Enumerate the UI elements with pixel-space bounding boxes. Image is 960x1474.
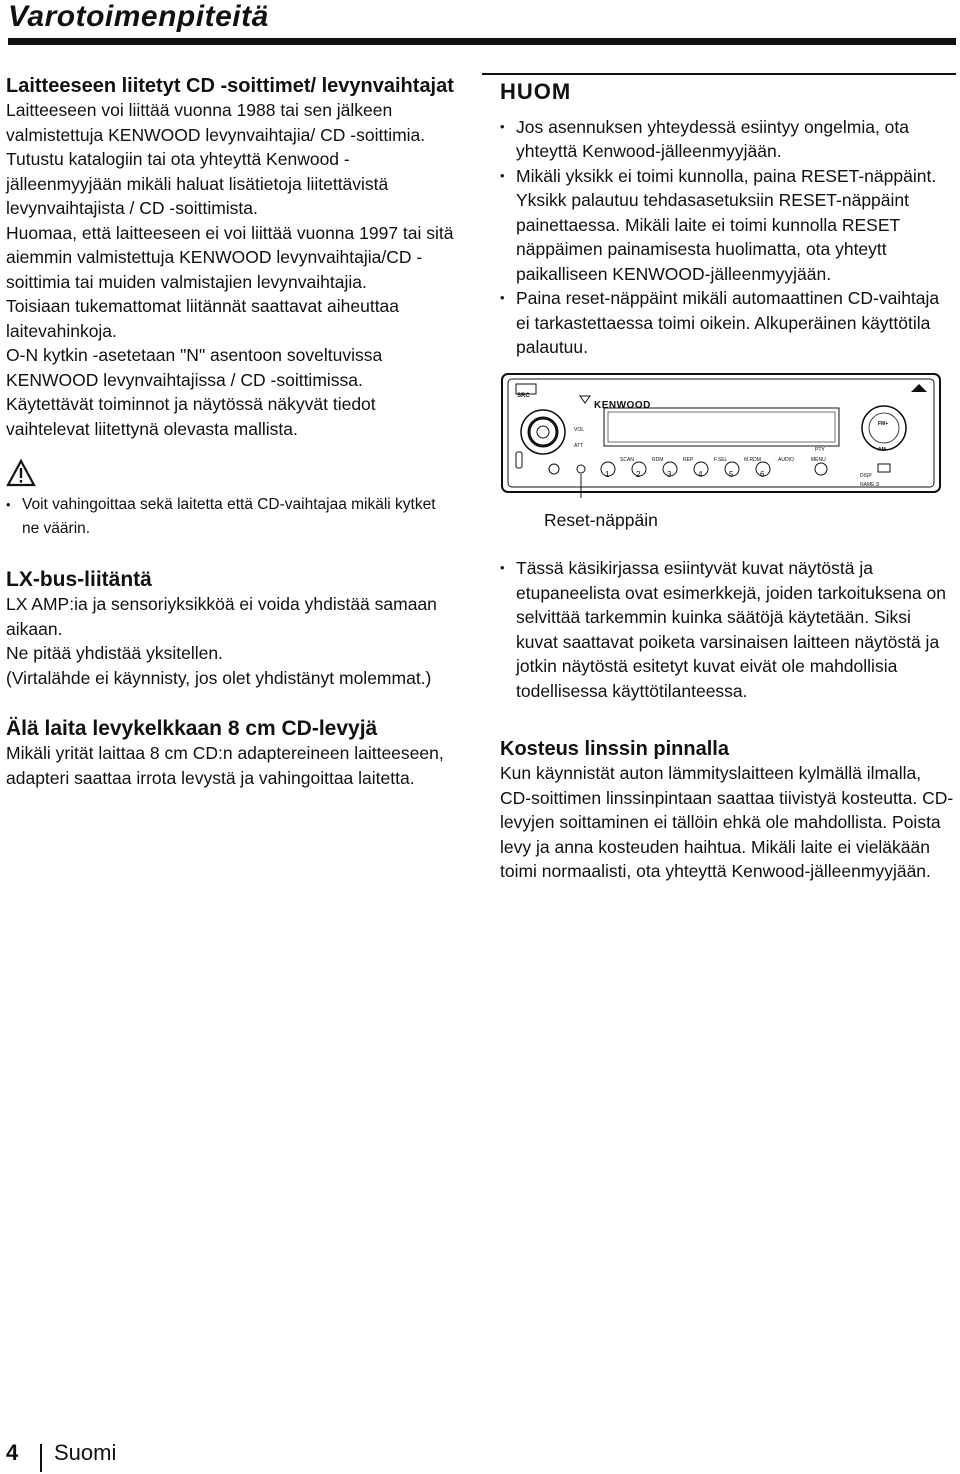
lx-paragraph-3: (Virtalähde ei käynnisty, jos olet yhdistänyt molemmat.) bbox=[6, 667, 432, 688]
right-column bbox=[500, 74, 955, 884]
preset-button-5: 5 bbox=[729, 469, 734, 479]
manual-note: • Tässä käsikirjassa esiintyvät kuvat näytöstä ja etupaneelista ovat esimerkkejä, joiden tarkoituksena on selvittää tarkemmin kuinka säätöjä käytetään. Siksi kuvat saattavat poiketa varsinaisen laitteen näytöstä ja jotkin näytöstä esitetyt kuvat eivät ole mahdollisia todellisessa käyttötilanteessa. bbox=[500, 556, 955, 703]
huom-item-1: • Jos asennuksen yhteydessä esiintyy ongelmia, ota yhteyttä Kenwood-jälleenmyyjään. bbox=[500, 115, 955, 164]
function-label-menu: MENU bbox=[811, 456, 826, 463]
function-label-rdm: RDM bbox=[652, 456, 664, 463]
page-number: 4 bbox=[6, 1440, 19, 1465]
disp-label: DISP bbox=[860, 472, 872, 479]
function-label-rep: REP bbox=[683, 456, 694, 463]
title-rule bbox=[8, 38, 956, 45]
moisture-paragraph: Kun käynnistät auton lämmityslaitteen kylmällä ilmalla, CD-soittimen linssinpintaan saattaa tiivistyä kosteutta. CD-levyjen soittaminen ei tällöin ehkä ole mahdollista. Poista levy ja anna kosteuden haihtua. Mikäli laite ei vieläkään toimi normaalisti, ota yhteyttä Kenwood-jälleenmyyjään. bbox=[500, 763, 954, 881]
huom-item-3: • Paina reset-näppäint mikäli automaattinen CD-vaihtaja ei tarkastettaessa toimi oikein. Alkuperäinen käyttötila palautuu. bbox=[500, 286, 955, 360]
preset-button-4: 4 bbox=[698, 469, 703, 479]
page-title: Varotoimenpiteitä bbox=[8, 0, 269, 33]
fm-label: FM+ bbox=[878, 420, 889, 427]
cd-changers-heading: Laitteeseen liitetyt CD -soittimet/ levynvaihtajat bbox=[6, 75, 454, 97]
brand-logo: KENWOOD bbox=[594, 399, 651, 411]
warning-text: • Voit vahingoittaa sekä laitetta että CD-vaihtajaa mikäli kytket ne väärin. bbox=[6, 493, 454, 541]
cd-paragraph-1: Laitteeseen voi liittää vuonna 1988 tai sen jälkeen valmistettuja KENWOOD levynvaihtajia/ CD -soittimia. bbox=[6, 100, 426, 145]
huom-item-2: • Mikäli yksikk ei toimi kunnolla, paina RESET-näppäint. Yksikk palautuu tehdasasetuksiin RESET-näppäint painettaessa. Mikäli laite ei toimi kunnolla RESET näppäimen painamisesta huolimatta, ota yhteytt paikalliseen KENWOOD-jälleenmyyjään. bbox=[500, 164, 955, 287]
preset-button-2: 2 bbox=[636, 469, 641, 479]
disc-paragraph-1: Mikäli yrität laittaa 8 cm CD:n adaptereineen laitteeseen, adapteri saattaa irrota levystä ja vahingoittaa laitetta. bbox=[6, 743, 444, 788]
cd-paragraph-5: O-N kytkin -asetetaan "N" asentoon soveltuvissa KENWOOD levynvaihtajissa / CD -soittimissa. bbox=[6, 345, 383, 390]
function-label-fsel: F.SEL bbox=[714, 456, 728, 463]
cd-paragraph-3: Huomaa, että laitteeseen ei voi liittää vuonna 1997 tai sitä aiemmin valmistettuja KENWOOD levynvaihtajia/CD -soittimia tai muiden valmistajien levynvaihtajia. bbox=[6, 222, 454, 292]
name-label: NAME.S bbox=[860, 481, 880, 488]
function-label-mrdm: M.RDM bbox=[744, 456, 761, 463]
preset-button-1: 1 bbox=[605, 469, 610, 479]
att-label: ATT bbox=[574, 442, 584, 449]
cd-paragraph-6: Käytettävät toiminnot ja näytössä näkyvät tiedot vaihtelevat liitettynä olevasta mallista. bbox=[6, 394, 376, 439]
pty-label: PTY bbox=[815, 446, 825, 453]
lx-paragraph-2: Ne pitää yhdistää yksitellen. bbox=[6, 643, 223, 663]
function-label-scan: SCAN bbox=[620, 456, 634, 463]
faceplate-illustration bbox=[486, 372, 941, 494]
vol-label: VOL bbox=[574, 426, 585, 433]
huom-list bbox=[500, 115, 955, 360]
preset-button-6: 6 bbox=[760, 469, 765, 479]
footer-separator bbox=[40, 1444, 42, 1472]
cd-paragraph-4: Toisiaan tukemattomat liitännät saattavat aiheuttaa laitevahinkoja. bbox=[6, 296, 400, 341]
function-label-audio: AUDIO bbox=[778, 456, 794, 463]
left-column bbox=[6, 74, 454, 790]
preset-button-3: 3 bbox=[667, 469, 672, 479]
am-label: AM− bbox=[878, 446, 889, 453]
reset-pointer-line bbox=[566, 474, 606, 498]
moisture-heading: Kosteus linssin pinnalla bbox=[500, 738, 729, 760]
src-label: SRC bbox=[517, 392, 530, 399]
lx-paragraph-1: LX AMP:ia ja sensoriyksikköä ei voida yhdistää samaan aikaan. bbox=[6, 594, 437, 639]
footer-language: Suomi bbox=[54, 1440, 117, 1465]
warning-icon bbox=[6, 459, 36, 487]
cd-paragraph-2: Tutustu katalogiin tai ota yhteyttä Kenwood -jälleenmyyjään mikäli haluat lisätietoja liitettävistä levynvaihtajista / CD -soittimista. bbox=[6, 149, 389, 218]
huom-heading: HUOM bbox=[500, 79, 572, 104]
disc-heading: Älä laita levykelkkaan 8 cm CD-levyjä bbox=[6, 717, 378, 740]
reset-button-caption: Reset-näppäin bbox=[544, 509, 658, 530]
lx-bus-heading: LX-bus-liitäntä bbox=[6, 568, 152, 591]
page-footer bbox=[6, 1440, 117, 1466]
